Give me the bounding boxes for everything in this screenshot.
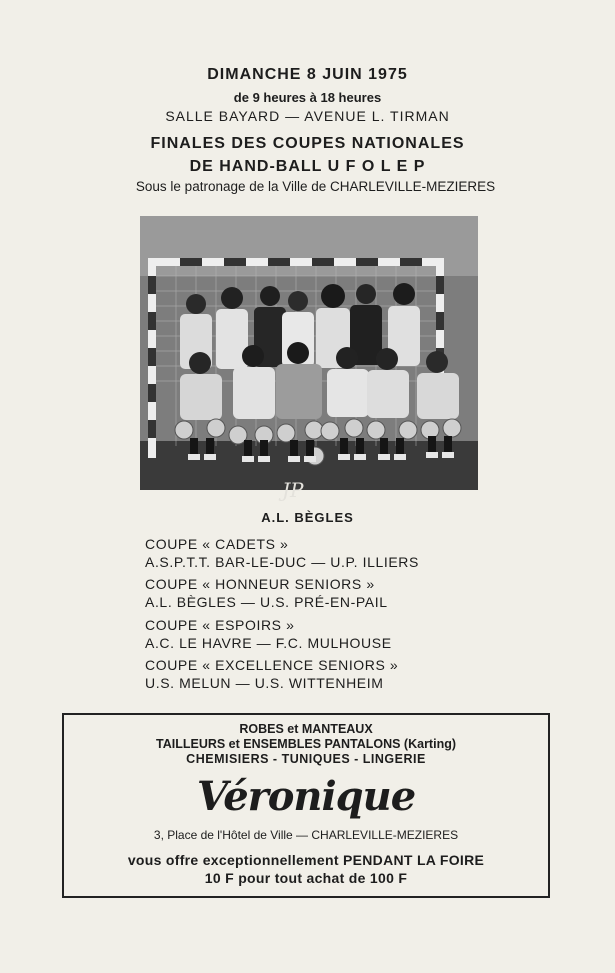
event-venue: SALLE BAYARD — AVENUE L. TIRMAN	[165, 108, 450, 124]
ad-brand-logo: Véronique	[196, 773, 416, 820]
advertisement-box	[62, 713, 550, 898]
ad-offer-line1: vous offre exceptionnellement PENDANT LA FOIRE	[127, 852, 485, 868]
event-hours: de 9 heures à 18 heures	[233, 90, 382, 105]
event-title-line2: DE HAND-BALL U F O L E P	[189, 158, 426, 175]
event-title-line1: FINALES DES COUPES NATIONALES	[150, 135, 465, 152]
schedule-cup: COUPE « CADETS »	[145, 536, 289, 552]
schedule-cup: COUPE « EXCELLENCE SENIORS »	[145, 657, 399, 673]
event-patronage: Sous le patronage de la Ville de CHARLEVILLE-MEZIERES	[135, 179, 496, 194]
ad-line-chemisiers: CHEMISIERS - TUNIQUES - LINGERIE	[186, 752, 426, 766]
ad-offer-line2: 10 F pour tout achat de 100 F	[204, 870, 408, 886]
ad-line-robes: ROBES et MANTEAUX	[239, 722, 373, 736]
schedule-match: A.L. BÈGLES — U.S. PRÉ-EN-PAIL	[145, 594, 388, 610]
photo-watermark: JP	[282, 478, 304, 502]
schedule-cup: COUPE « ESPOIRS »	[145, 617, 295, 633]
schedule-match: U.S. MELUN — U.S. WITTENHEIM	[145, 675, 384, 691]
ad-line-tailleurs: TAILLEURS et ENSEMBLES PANTALONS (Karting)	[156, 737, 456, 751]
team-photo	[140, 216, 478, 490]
photo-caption: A.L. BÈGLES	[261, 510, 354, 525]
schedule-match: A.S.P.T.T. BAR-LE-DUC — U.P. ILLIERS	[145, 554, 419, 570]
schedule-cup: COUPE « HONNEUR SENIORS »	[145, 576, 375, 592]
ad-address: 3, Place de l'Hôtel de Ville — CHARLEVILLE-MEZIERES	[153, 828, 459, 842]
schedule-match: A.C. LE HAVRE — F.C. MULHOUSE	[145, 635, 392, 651]
event-date: DIMANCHE 8 JUIN 1975	[207, 66, 408, 83]
